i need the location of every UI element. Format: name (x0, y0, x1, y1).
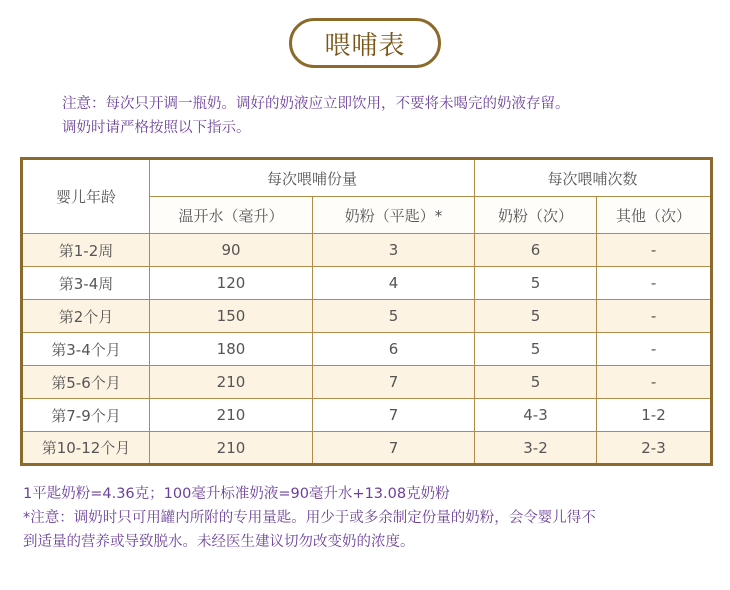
cell-age: 第5-6个月 (22, 366, 150, 399)
footnotes-block (23, 482, 723, 554)
cell-other-times: - (597, 267, 712, 300)
cell-milk-times: 6 (475, 234, 597, 267)
cell-other-times: - (597, 234, 712, 267)
subheader-scoops: 奶粉（平匙）* (313, 197, 475, 234)
cell-water: 120 (150, 267, 313, 300)
header-times: 每次喂哺次数 (475, 159, 712, 197)
table-row (22, 234, 712, 267)
cell-milk-times: 5 (475, 267, 597, 300)
cell-other-times: 2-3 (597, 432, 712, 465)
feeding-table (20, 157, 713, 466)
header-amount: 每次喂哺份量 (150, 159, 475, 197)
cell-milk-times: 3-2 (475, 432, 597, 465)
cell-scoops: 7 (313, 399, 475, 432)
table-row (22, 366, 712, 399)
cell-other-times: 1-2 (597, 399, 712, 432)
cell-other-times: - (597, 333, 712, 366)
cell-scoops: 4 (313, 267, 475, 300)
subheader-milk-times: 奶粉（次） (475, 197, 597, 234)
footnote-line-3: 到适量的营养或导致脱水。未经医生建议切勿改变奶的浓度。 (23, 534, 415, 550)
cell-scoops: 5 (313, 300, 475, 333)
subheader-other-times: 其他（次） (597, 197, 712, 234)
cell-scoops: 7 (313, 366, 475, 399)
cell-milk-times: 5 (475, 300, 597, 333)
notice-block (62, 92, 702, 140)
cell-milk-times: 5 (475, 366, 597, 399)
cell-milk-times: 4-3 (475, 399, 597, 432)
cell-milk-times: 5 (475, 333, 597, 366)
cell-other-times: - (597, 366, 712, 399)
cell-age: 第7-9个月 (22, 399, 150, 432)
notice-line-2: 调奶时请严格按照以下指示。 (62, 120, 251, 136)
cell-other-times: - (597, 300, 712, 333)
cell-scoops: 7 (313, 432, 475, 465)
cell-water: 210 (150, 366, 313, 399)
cell-age: 第3-4周 (22, 267, 150, 300)
cell-age: 第10-12个月 (22, 432, 150, 465)
cell-water: 90 (150, 234, 313, 267)
cell-scoops: 6 (313, 333, 475, 366)
table-row (22, 333, 712, 366)
page-title: 喂哺表 (289, 18, 441, 68)
table-row (22, 267, 712, 300)
subheader-water: 温开水（毫升） (150, 197, 313, 234)
table-row (22, 432, 712, 465)
cell-age: 第1-2周 (22, 234, 150, 267)
header-age: 婴儿年龄 (22, 159, 150, 234)
cell-age: 第2个月 (22, 300, 150, 333)
notice-line-1: 注意：每次只开调一瓶奶。调好的奶液应立即饮用，不要将未喝完的奶液存留。 (62, 96, 570, 112)
cell-water: 210 (150, 399, 313, 432)
cell-water: 210 (150, 432, 313, 465)
cell-water: 150 (150, 300, 313, 333)
cell-age: 第3-4个月 (22, 333, 150, 366)
cell-scoops: 3 (313, 234, 475, 267)
table-row (22, 300, 712, 333)
table-row (22, 399, 712, 432)
footnote-line-1: 1平匙奶粉=4.36克；100毫升标准奶液=90毫升水+13.08克奶粉 (23, 486, 450, 502)
table-header-row (22, 159, 712, 197)
footnote-line-2: *注意：调奶时只可用罐内所附的专用量匙。用少于或多余制定份量的奶粉，会令婴儿得不 (23, 510, 596, 526)
cell-water: 180 (150, 333, 313, 366)
